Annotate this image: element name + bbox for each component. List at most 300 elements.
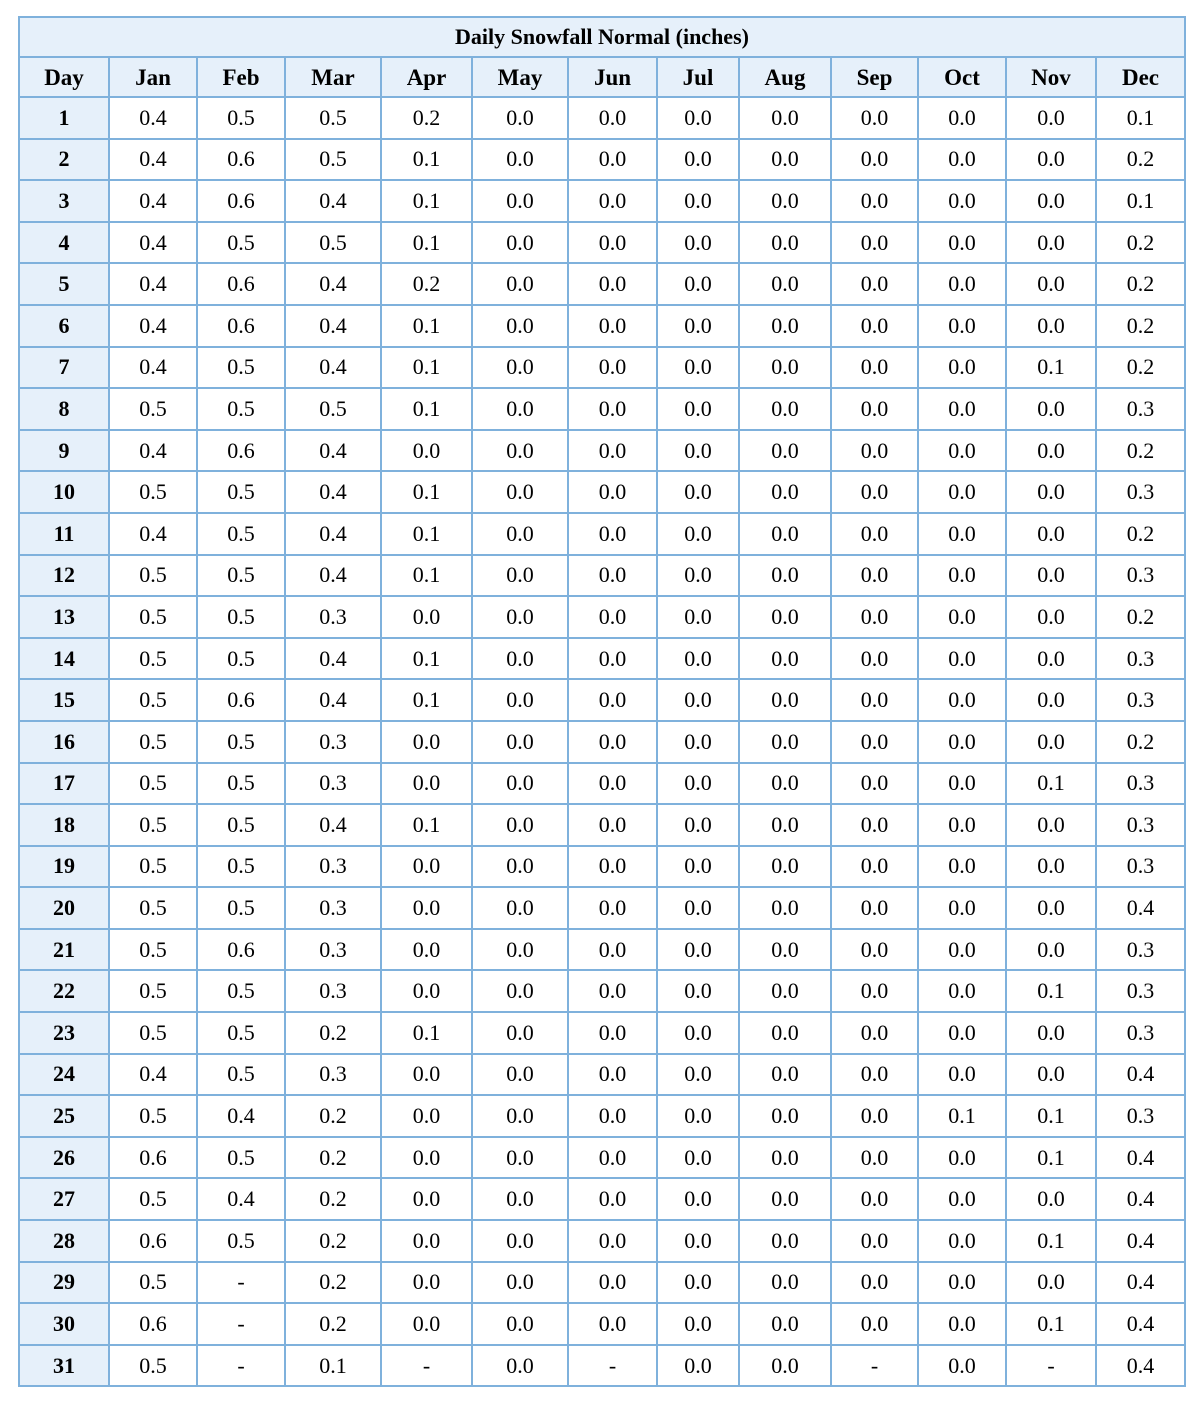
table-row (19, 1178, 1185, 1220)
value-cell: 0.3 (1096, 929, 1185, 971)
value-cell: 0.0 (831, 1303, 918, 1345)
value-cell: 0.4 (109, 263, 197, 305)
value-cell: 0.0 (918, 1220, 1006, 1262)
value-cell: 0.0 (831, 139, 918, 181)
value-cell: 0.0 (831, 1054, 918, 1096)
value-cell: 0.0 (918, 1178, 1006, 1220)
value-cell: 0.0 (472, 846, 568, 888)
column-header-month: Apr (381, 57, 472, 97)
value-cell: 0.6 (197, 139, 285, 181)
value-cell: 0.0 (381, 1262, 472, 1304)
value-cell: 0.0 (739, 430, 831, 472)
value-cell: 0.3 (1096, 970, 1185, 1012)
value-cell: 0.5 (109, 471, 197, 513)
value-cell: 0.0 (568, 970, 657, 1012)
value-cell: 0.0 (918, 513, 1006, 555)
value-cell: 0.0 (1006, 679, 1096, 721)
value-cell: 0.0 (657, 555, 739, 597)
value-cell: 0.0 (472, 887, 568, 929)
value-cell: 0.0 (568, 305, 657, 347)
value-cell: 0.1 (1006, 347, 1096, 389)
table-row (19, 846, 1185, 888)
value-cell: 0.5 (197, 555, 285, 597)
value-cell: 0.0 (1006, 929, 1096, 971)
value-cell: 0.5 (285, 222, 381, 264)
value-cell: 0.3 (285, 887, 381, 929)
value-cell: 0.4 (285, 263, 381, 305)
value-cell: 0.5 (109, 596, 197, 638)
value-cell: 0.3 (1096, 638, 1185, 680)
value-cell: 0.0 (918, 763, 1006, 805)
value-cell: - (197, 1345, 285, 1387)
value-cell: 0.4 (1096, 1137, 1185, 1179)
value-cell: 0.0 (918, 1303, 1006, 1345)
value-cell: 0.2 (285, 1220, 381, 1262)
value-cell: 0.5 (197, 721, 285, 763)
value-cell: 0.3 (285, 763, 381, 805)
value-cell: 0.5 (109, 846, 197, 888)
day-cell: 12 (19, 555, 109, 597)
value-cell: 0.0 (831, 430, 918, 472)
value-cell: 0.0 (918, 1012, 1006, 1054)
value-cell: 0.3 (1096, 388, 1185, 430)
value-cell: 0.0 (831, 347, 918, 389)
value-cell: 0.4 (285, 513, 381, 555)
value-cell: 0.0 (1006, 263, 1096, 305)
value-cell: 0.0 (918, 555, 1006, 597)
value-cell: 0.0 (831, 305, 918, 347)
value-cell: 0.0 (739, 1220, 831, 1262)
value-cell: 0.1 (1006, 763, 1096, 805)
value-cell: 0.0 (657, 1054, 739, 1096)
value-cell: 0.0 (739, 596, 831, 638)
value-cell: 0.0 (831, 263, 918, 305)
value-cell: 0.5 (197, 1137, 285, 1179)
value-cell: 0.0 (918, 929, 1006, 971)
value-cell: 0.5 (109, 887, 197, 929)
day-cell: 10 (19, 471, 109, 513)
value-cell: 0.2 (285, 1262, 381, 1304)
value-cell: 0.1 (1006, 1137, 1096, 1179)
day-cell: 5 (19, 263, 109, 305)
day-cell: 9 (19, 430, 109, 472)
table-row (19, 1345, 1185, 1387)
table-row (19, 222, 1185, 264)
value-cell: 0.1 (1006, 1220, 1096, 1262)
value-cell: 0.1 (381, 638, 472, 680)
value-cell: 0.1 (381, 555, 472, 597)
value-cell: 0.0 (568, 846, 657, 888)
value-cell: 0.6 (109, 1137, 197, 1179)
day-cell: 17 (19, 763, 109, 805)
table-row (19, 721, 1185, 763)
day-cell: 20 (19, 887, 109, 929)
value-cell: 0.6 (197, 305, 285, 347)
table-row (19, 513, 1185, 555)
day-cell: 22 (19, 970, 109, 1012)
day-cell: 7 (19, 347, 109, 389)
value-cell: 0.3 (285, 970, 381, 1012)
value-cell: - (197, 1303, 285, 1345)
value-cell: 0.5 (197, 638, 285, 680)
value-cell: 0.6 (197, 430, 285, 472)
value-cell: 0.0 (1006, 804, 1096, 846)
value-cell: 0.0 (657, 222, 739, 264)
value-cell: 0.0 (381, 596, 472, 638)
value-cell: 0.0 (472, 596, 568, 638)
value-cell: 0.0 (568, 929, 657, 971)
value-cell: 0.5 (109, 763, 197, 805)
value-cell: 0.0 (381, 846, 472, 888)
value-cell: 0.0 (657, 1303, 739, 1345)
value-cell: 0.0 (472, 970, 568, 1012)
value-cell: 0.0 (657, 1012, 739, 1054)
value-cell: 0.1 (1006, 1095, 1096, 1137)
value-cell: 0.0 (657, 763, 739, 805)
value-cell: 0.5 (197, 804, 285, 846)
value-cell: 0.3 (1096, 1095, 1185, 1137)
value-cell: 0.1 (285, 1345, 381, 1387)
value-cell: 0.3 (1096, 471, 1185, 513)
value-cell: 0.0 (739, 1012, 831, 1054)
value-cell: 0.0 (657, 929, 739, 971)
day-cell: 13 (19, 596, 109, 638)
value-cell: 0.0 (472, 139, 568, 181)
value-cell: 0.1 (381, 139, 472, 181)
value-cell: 0.0 (918, 97, 1006, 139)
value-cell: 0.0 (657, 97, 739, 139)
value-cell: 0.0 (472, 804, 568, 846)
value-cell: 0.0 (1006, 887, 1096, 929)
value-cell: 0.5 (197, 970, 285, 1012)
value-cell: 0.0 (472, 471, 568, 513)
value-cell: 0.0 (657, 1345, 739, 1387)
value-cell: 0.0 (831, 1178, 918, 1220)
value-cell: 0.0 (918, 1262, 1006, 1304)
value-cell: 0.0 (1006, 388, 1096, 430)
day-cell: 24 (19, 1054, 109, 1096)
value-cell: 0.2 (1096, 139, 1185, 181)
value-cell: 0.0 (1006, 1012, 1096, 1054)
day-cell: 27 (19, 1178, 109, 1220)
column-header-month: Jun (568, 57, 657, 97)
value-cell: 0.6 (197, 929, 285, 971)
column-header-month: Jul (657, 57, 739, 97)
value-cell: 0.5 (197, 347, 285, 389)
value-cell: 0.0 (1006, 846, 1096, 888)
table-row (19, 180, 1185, 222)
value-cell: 0.2 (1096, 305, 1185, 347)
value-cell: 0.0 (831, 970, 918, 1012)
value-cell: 0.0 (472, 679, 568, 721)
day-cell: 19 (19, 846, 109, 888)
value-cell: 0.0 (657, 1262, 739, 1304)
value-cell: 0.1 (381, 471, 472, 513)
value-cell: 0.1 (1096, 180, 1185, 222)
value-cell: 0.5 (109, 638, 197, 680)
value-cell: 0.3 (1096, 846, 1185, 888)
value-cell: 0.4 (1096, 1220, 1185, 1262)
value-cell: 0.0 (472, 1012, 568, 1054)
value-cell: 0.1 (381, 305, 472, 347)
value-cell: 0.0 (739, 180, 831, 222)
value-cell: 0.2 (1096, 430, 1185, 472)
value-cell: 0.2 (1096, 721, 1185, 763)
value-cell: 0.2 (381, 263, 472, 305)
value-cell: 0.5 (197, 513, 285, 555)
value-cell: 0.0 (381, 763, 472, 805)
value-cell: 0.3 (1096, 1012, 1185, 1054)
table-row (19, 763, 1185, 805)
value-cell: 0.6 (109, 1220, 197, 1262)
value-cell: 0.0 (472, 430, 568, 472)
value-cell: 0.0 (1006, 596, 1096, 638)
value-cell: 0.0 (831, 388, 918, 430)
value-cell: 0.4 (285, 305, 381, 347)
value-cell: 0.0 (1006, 1262, 1096, 1304)
value-cell: 0.0 (657, 887, 739, 929)
value-cell: 0.5 (197, 222, 285, 264)
value-cell: 0.0 (568, 1303, 657, 1345)
value-cell: 0.0 (918, 388, 1006, 430)
table-row (19, 804, 1185, 846)
value-cell: 0.0 (739, 679, 831, 721)
value-cell: 0.0 (568, 263, 657, 305)
value-cell: 0.0 (568, 596, 657, 638)
value-cell: 0.0 (568, 804, 657, 846)
column-header-month: Mar (285, 57, 381, 97)
value-cell: 0.0 (739, 846, 831, 888)
value-cell: 0.5 (197, 846, 285, 888)
value-cell: 0.3 (1096, 679, 1185, 721)
value-cell: 0.3 (1096, 763, 1185, 805)
value-cell: 0.4 (1096, 1054, 1185, 1096)
value-cell: 0.0 (657, 347, 739, 389)
value-cell: 0.0 (657, 139, 739, 181)
value-cell: 0.0 (831, 721, 918, 763)
value-cell: 0.0 (381, 1095, 472, 1137)
value-cell: 0.3 (285, 721, 381, 763)
value-cell: 0.0 (568, 1220, 657, 1262)
value-cell: 0.0 (1006, 555, 1096, 597)
value-cell: 0.0 (657, 596, 739, 638)
value-cell: 0.0 (657, 1095, 739, 1137)
value-cell: 0.0 (739, 97, 831, 139)
value-cell: 0.0 (657, 513, 739, 555)
value-cell: 0.0 (568, 1262, 657, 1304)
value-cell: 0.0 (831, 763, 918, 805)
value-cell: 0.0 (568, 1012, 657, 1054)
day-cell: 4 (19, 222, 109, 264)
table-row (19, 1262, 1185, 1304)
value-cell: 0.0 (657, 180, 739, 222)
column-header-month: Oct (918, 57, 1006, 97)
value-cell: 0.0 (1006, 305, 1096, 347)
value-cell: 0.0 (657, 638, 739, 680)
value-cell: 0.4 (1096, 1262, 1185, 1304)
value-cell: 0.0 (472, 721, 568, 763)
value-cell: 0.0 (472, 555, 568, 597)
value-cell: 0.0 (739, 1054, 831, 1096)
column-header-month: Sep (831, 57, 918, 97)
value-cell: 0.0 (657, 263, 739, 305)
value-cell: 0.0 (918, 1054, 1006, 1096)
value-cell: 0.5 (285, 97, 381, 139)
value-cell: 0.0 (831, 679, 918, 721)
value-cell: 0.0 (831, 929, 918, 971)
value-cell: 0.0 (657, 430, 739, 472)
table-row (19, 97, 1185, 139)
table-row (19, 388, 1185, 430)
value-cell: 0.0 (831, 471, 918, 513)
value-cell: 0.4 (109, 347, 197, 389)
value-cell: 0.2 (1096, 347, 1185, 389)
value-cell: 0.5 (109, 804, 197, 846)
value-cell: 0.0 (472, 513, 568, 555)
value-cell: 0.1 (381, 804, 472, 846)
value-cell: 0.0 (918, 347, 1006, 389)
value-cell: 0.2 (285, 1178, 381, 1220)
value-cell: 0.0 (568, 1137, 657, 1179)
value-cell: 0.0 (739, 970, 831, 1012)
value-cell: 0.0 (568, 222, 657, 264)
value-cell: - (831, 1345, 918, 1387)
table-row (19, 679, 1185, 721)
value-cell: 0.1 (1006, 1303, 1096, 1345)
value-cell: 0.0 (472, 1178, 568, 1220)
value-cell: 0.0 (568, 1095, 657, 1137)
value-cell: 0.0 (657, 846, 739, 888)
value-cell: 0.0 (831, 180, 918, 222)
value-cell: 0.2 (285, 1095, 381, 1137)
value-cell: 0.3 (1096, 804, 1185, 846)
value-cell: 0.1 (918, 1095, 1006, 1137)
value-cell: 0.1 (381, 180, 472, 222)
day-cell: 14 (19, 638, 109, 680)
column-header-month: May (472, 57, 568, 97)
table-row (19, 305, 1185, 347)
value-cell: 0.4 (109, 513, 197, 555)
value-cell: 0.0 (918, 180, 1006, 222)
value-cell: 0.5 (109, 679, 197, 721)
value-cell: 0.4 (285, 804, 381, 846)
value-cell: 0.0 (918, 1345, 1006, 1387)
table-row (19, 1054, 1185, 1096)
value-cell: 0.0 (472, 1262, 568, 1304)
value-cell: 0.1 (381, 513, 472, 555)
value-cell: 0.0 (1006, 638, 1096, 680)
value-cell: 0.0 (568, 97, 657, 139)
value-cell: 0.2 (285, 1137, 381, 1179)
value-cell: 0.0 (657, 1137, 739, 1179)
value-cell: - (1006, 1345, 1096, 1387)
value-cell: 0.0 (831, 1095, 918, 1137)
value-cell: 0.0 (1006, 97, 1096, 139)
value-cell: 0.0 (1006, 222, 1096, 264)
day-cell: 29 (19, 1262, 109, 1304)
value-cell: 0.0 (918, 305, 1006, 347)
day-cell: 2 (19, 139, 109, 181)
value-cell: 0.4 (109, 180, 197, 222)
value-cell: 0.0 (657, 970, 739, 1012)
value-cell: 0.0 (381, 1178, 472, 1220)
value-cell: 0.0 (472, 1054, 568, 1096)
table-row (19, 1220, 1185, 1262)
value-cell: 0.4 (109, 430, 197, 472)
value-cell: 0.0 (739, 763, 831, 805)
value-cell: 0.0 (568, 638, 657, 680)
value-cell: 0.0 (831, 222, 918, 264)
value-cell: 0.5 (197, 596, 285, 638)
value-cell: 0.0 (739, 1095, 831, 1137)
value-cell: 0.4 (109, 305, 197, 347)
value-cell: 0.0 (472, 638, 568, 680)
value-cell: 0.5 (109, 388, 197, 430)
value-cell: 0.0 (472, 347, 568, 389)
table-title-row (19, 17, 1185, 57)
value-cell: 0.0 (472, 180, 568, 222)
table-row (19, 471, 1185, 513)
value-cell: 0.0 (918, 721, 1006, 763)
value-cell: 0.0 (472, 1303, 568, 1345)
value-cell: 0.1 (381, 347, 472, 389)
value-cell: 0.0 (381, 1137, 472, 1179)
value-cell: 0.6 (197, 263, 285, 305)
value-cell: 0.0 (568, 721, 657, 763)
column-header-month: Nov (1006, 57, 1096, 97)
value-cell: 0.3 (285, 846, 381, 888)
column-header-month: Feb (197, 57, 285, 97)
table-row (19, 139, 1185, 181)
value-cell: 0.0 (739, 347, 831, 389)
value-cell: 0.0 (568, 347, 657, 389)
value-cell: 0.4 (109, 1054, 197, 1096)
day-cell: 28 (19, 1220, 109, 1262)
day-cell: 31 (19, 1345, 109, 1387)
value-cell: 0.1 (1006, 970, 1096, 1012)
value-cell: 0.2 (1096, 222, 1185, 264)
value-cell: 0.4 (1096, 1345, 1185, 1387)
value-cell: - (197, 1262, 285, 1304)
value-cell: 0.2 (1096, 513, 1185, 555)
value-cell: 0.0 (472, 388, 568, 430)
value-cell: 0.0 (568, 430, 657, 472)
value-cell: 0.4 (109, 139, 197, 181)
day-cell: 16 (19, 721, 109, 763)
table-row (19, 1303, 1185, 1345)
value-cell: 0.0 (739, 1262, 831, 1304)
value-cell: 0.0 (918, 596, 1006, 638)
value-cell: 0.0 (1006, 430, 1096, 472)
value-cell: 0.0 (918, 970, 1006, 1012)
value-cell: 0.0 (472, 1137, 568, 1179)
value-cell: 0.5 (109, 929, 197, 971)
value-cell: 0.0 (381, 1303, 472, 1345)
value-cell: 0.2 (285, 1012, 381, 1054)
value-cell: 0.0 (918, 846, 1006, 888)
value-cell: 0.1 (381, 388, 472, 430)
value-cell: 0.0 (918, 139, 1006, 181)
value-cell: 0.0 (472, 929, 568, 971)
value-cell: 0.3 (285, 1054, 381, 1096)
value-cell: 0.5 (109, 721, 197, 763)
value-cell: 0.5 (197, 1054, 285, 1096)
value-cell: 0.0 (831, 1262, 918, 1304)
value-cell: 0.0 (657, 804, 739, 846)
value-cell: 0.0 (739, 1345, 831, 1387)
value-cell: 0.1 (381, 679, 472, 721)
value-cell: 0.0 (918, 1137, 1006, 1179)
